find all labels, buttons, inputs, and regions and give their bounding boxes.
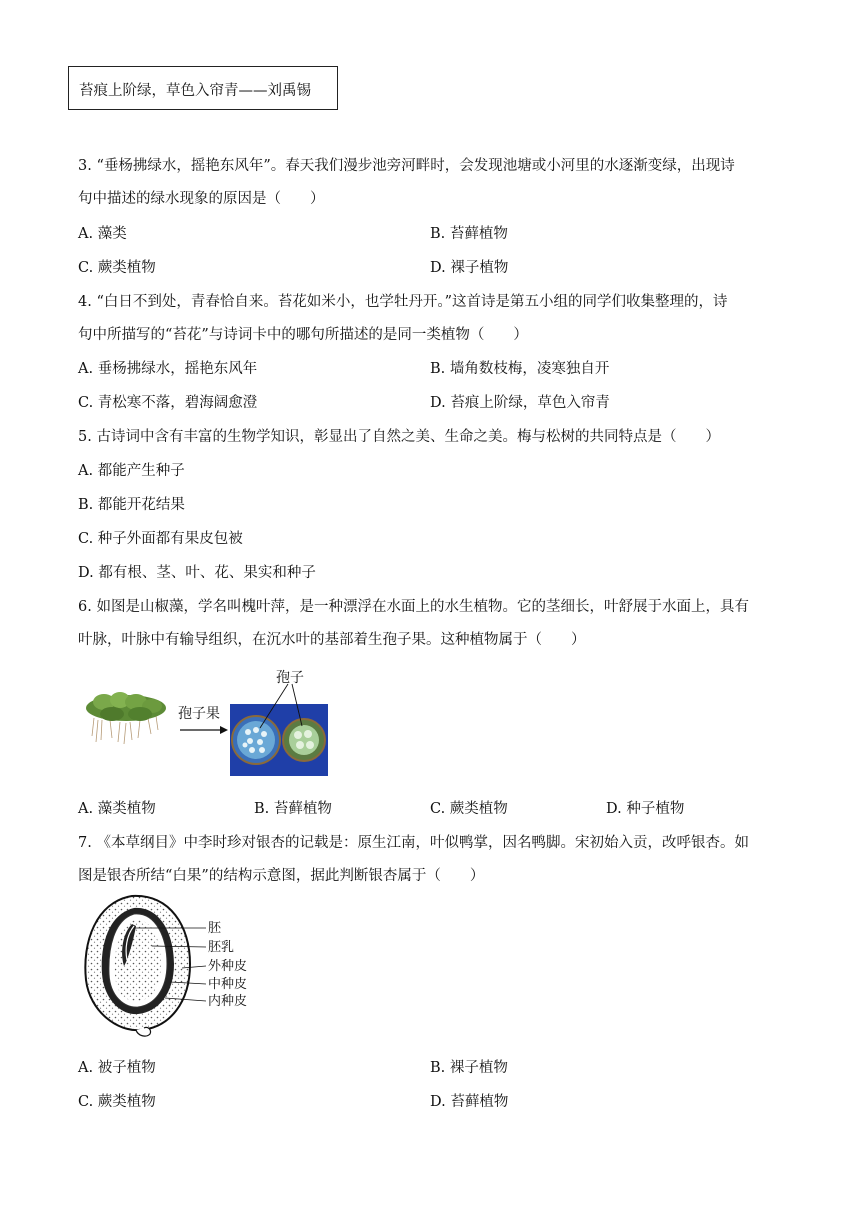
- q7-stem-line1: 7. 《本草纲目》中李时珍对银杏的记载是：原生江南，叶似鸭掌，因名鸭脚。宋初始入贡，改呼银杏。如: [78, 835, 749, 851]
- label-outer-seed-coat: 外种皮: [208, 959, 248, 974]
- poem-card: [68, 66, 338, 110]
- q7-option-b[interactable]: B. 裸子植物: [430, 1060, 508, 1076]
- q3-stem-line1: 3. “垂杨拂绿水，摇艳东风年”。春天我们漫步池旁河畔时，会发现池塘或小河里的水逐渐变绿，出现诗: [78, 158, 735, 174]
- endosperm-shape: [115, 920, 161, 1001]
- q3-option-d[interactable]: D. 裸子植物: [430, 260, 509, 276]
- q4-option-c[interactable]: C. 青松寒不落，碧海阔愈澄: [78, 395, 258, 411]
- q5-stem: 5. 古诗词中含有丰富的生物学知识，彰显出了自然之美、生命之美。梅与松树的共同特点是（ ）: [78, 429, 720, 445]
- label-endosperm: 胚乳: [208, 940, 235, 955]
- label-inner-seed-coat: 内种皮: [208, 994, 248, 1009]
- q7-option-a[interactable]: A. 被子植物: [78, 1060, 156, 1076]
- q6-option-b[interactable]: B. 苔藓植物: [254, 801, 332, 817]
- q7-stem-line2: 图是银杏所结“白果”的结构示意图，据此判断银杏属于（ ）: [78, 868, 485, 884]
- q4-stem-line2: 句中所描写的“苔花”与诗词卡中的哪句所描述的是同一类植物（ ）: [78, 327, 528, 343]
- q3-stem-line2: 句中描述的绿水现象的原因是（ ）: [78, 191, 325, 207]
- q4-option-d[interactable]: D. 苔痕上阶绿，草色入帘青: [430, 395, 610, 411]
- q3-option-c[interactable]: C. 蕨类植物: [78, 260, 156, 276]
- q5-option-a[interactable]: A. 都能产生种子: [78, 463, 185, 479]
- q6-option-a[interactable]: A. 藻类植物: [78, 801, 156, 817]
- q6-stem-line1: 6. 如图是山椒藻，学名叫槐叶萍，是一种漂浮在水面上的水生植物。它的茎细长，叶舒展于水面上，具有: [78, 599, 749, 615]
- label-middle-seed-coat: 中种皮: [208, 977, 248, 992]
- q4-option-b[interactable]: B. 墙角数枝梅，凌寒独自开: [430, 361, 610, 377]
- q5-option-c[interactable]: C. 种子外面都有果皮包被: [78, 531, 243, 547]
- q3-option-b[interactable]: B. 苔藓植物: [430, 226, 508, 242]
- arrow-head: [220, 726, 228, 734]
- q6-option-c[interactable]: C. 蕨类植物: [430, 801, 508, 817]
- spore-label: 孢子: [276, 670, 304, 686]
- salvinia-plant-image: [86, 692, 166, 744]
- q3-option-a[interactable]: A. 藻类: [78, 226, 127, 242]
- q6-option-d[interactable]: D. 种子植物: [606, 801, 685, 817]
- q4-stem-line1: 4. “白日不到处，青春恰自来。苔花如米小，也学牡丹开。”这首诗是第五小组的同学们收集整理的，诗: [78, 294, 728, 310]
- q5-option-d[interactable]: D. 都有根、茎、叶、花、果实和种子: [78, 565, 316, 581]
- salvinia-figure: [80, 668, 340, 780]
- q7-option-c[interactable]: C. 蕨类植物: [78, 1094, 156, 1110]
- q6-stem-line2: 叶脉，叶脉中有输导组织，在沉水叶的基部着生孢子果。这种植物属于（ ）: [78, 632, 586, 648]
- q4-option-a[interactable]: A. 垂杨拂绿水，摇艳东风年: [78, 361, 258, 377]
- ginkgo-seed-diagram: [78, 890, 268, 1040]
- q7-option-d[interactable]: D. 苔藓植物: [430, 1094, 509, 1110]
- q5-option-b[interactable]: B. 都能开花结果: [78, 497, 185, 513]
- poem-card-text: 苔痕上阶绿，草色入帘青——刘禹锡: [79, 83, 311, 99]
- label-embryo: 胚: [208, 921, 222, 936]
- sporocarp-label: 孢子果: [178, 706, 220, 722]
